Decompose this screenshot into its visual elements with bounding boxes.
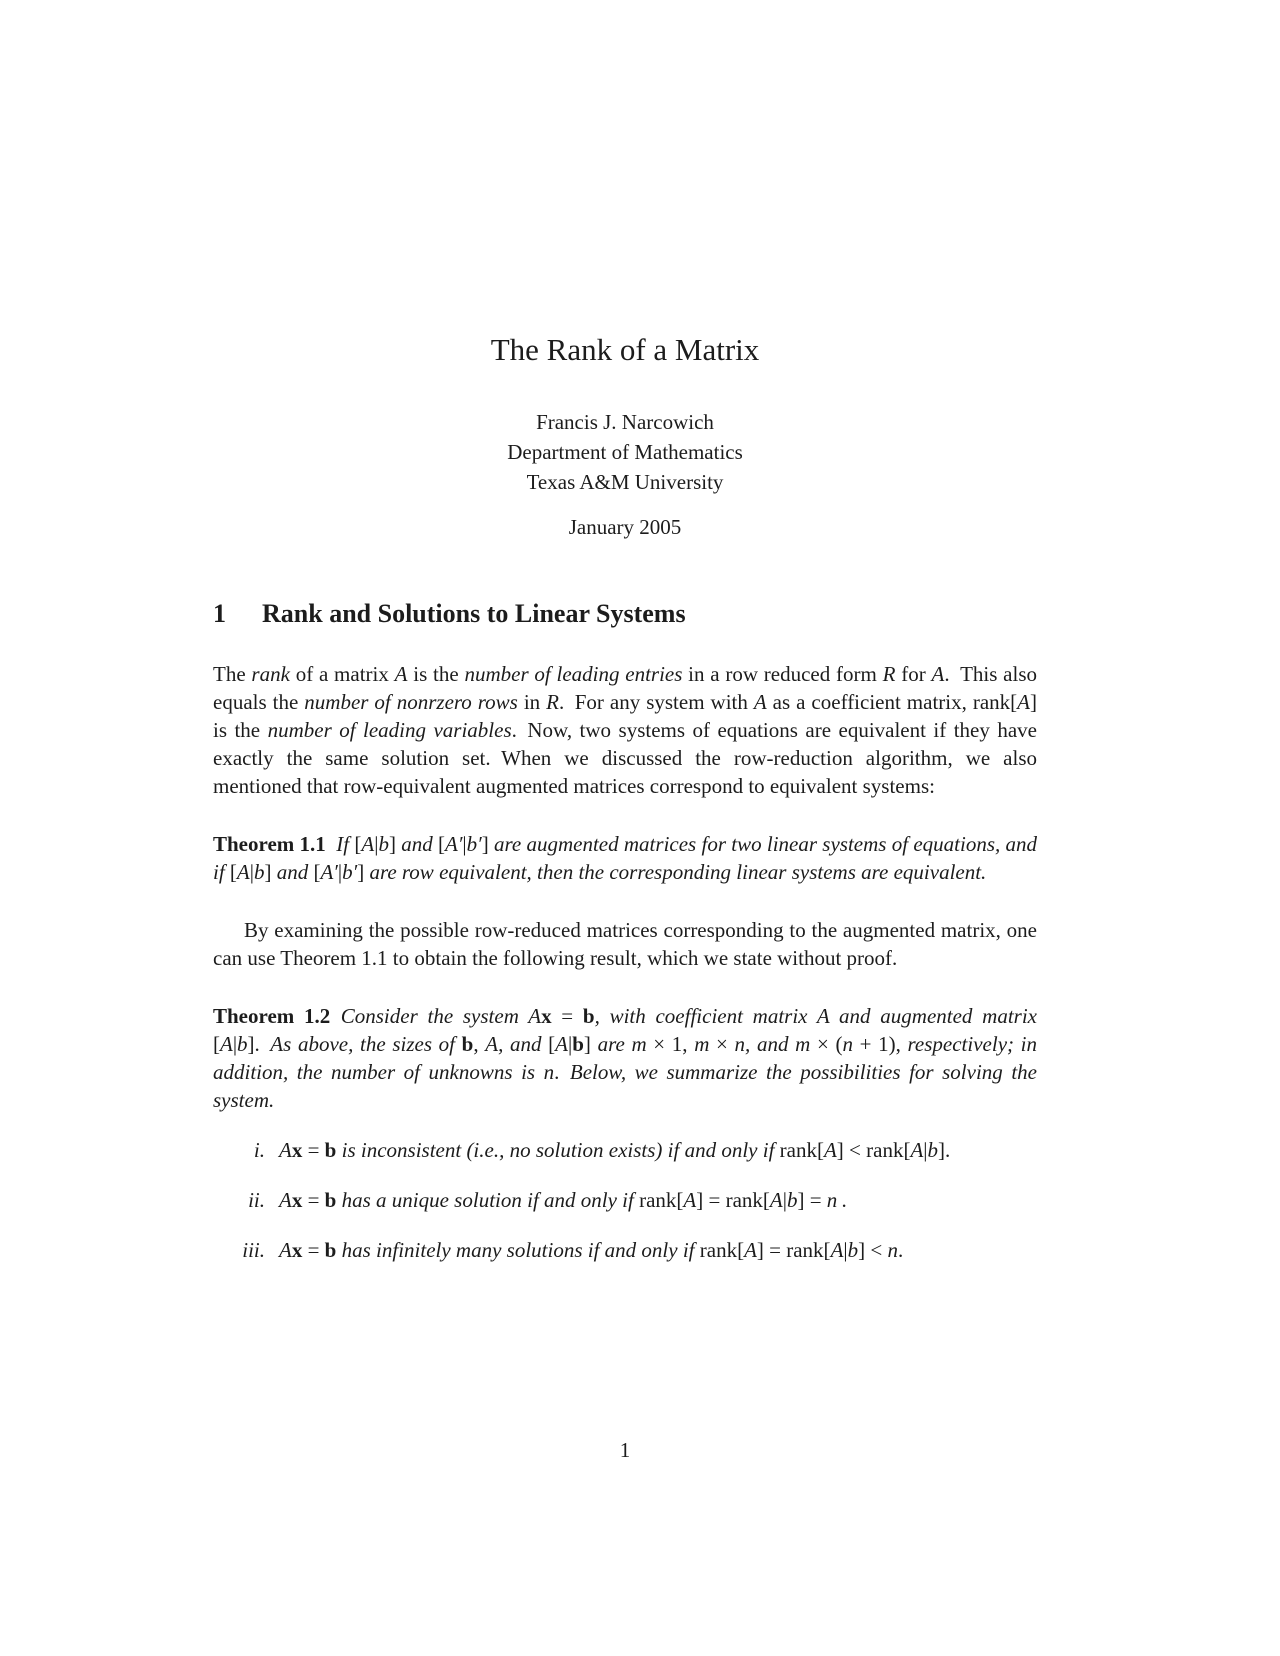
enum-label-ii: ii.	[248, 1188, 265, 1212]
list-item-iii	[213, 1236, 1037, 1264]
affiliation-university: Texas A&M University	[526, 470, 724, 494]
paragraph-rank-definition: The rank of a matrix A is the number of leading entries in a row reduced form R for A. This also equals the number of nonrzero rows in R. For any system with A as a coefficient matrix, rank[A] is the number of leading variables. Now, two systems of equations are equivalent if they have exactly the same solution set. When we discussed the row-reduction algorithm, we also mentioned that row-equivalent augmented matrices correspond to equivalent systems:	[213, 662, 1037, 798]
paper-title: The Rank of a Matrix	[490, 332, 760, 367]
theorem-1-1: Theorem 1.1 If [A|b] and [A′|b′] are augmented matrices for two linear systems of equations, and if [A|b] and [A′|b′] are row equivalent, then the corresponding linear systems are equivalent.	[213, 832, 1038, 884]
section-number: 1	[213, 599, 226, 628]
author-name: Francis J. Narcowich	[536, 410, 714, 434]
list-item-ii	[213, 1186, 1037, 1214]
text-block	[213, 0, 1037, 1264]
author-block	[213, 407, 1037, 497]
section-heading	[213, 598, 1037, 630]
enum-content-iii: Ax = b has infinitely many solutions if and only if rank[A] = rank[A|b] < n.	[279, 1238, 904, 1262]
enum-content-i: Ax = b is inconsistent (i.e., no solution exists) if and only if rank[A] < rank[A|b].	[279, 1138, 951, 1162]
list-item-i	[213, 1136, 1037, 1164]
solutions-list	[213, 1136, 1037, 1264]
theorem-1-2: Theorem 1.2 Consider the system Ax = b, with coefficient matrix A and augmented matrix [A|b]. As above, the sizes of b, A, and [A|b] are m × 1, m × n, and m × (n + 1), respectively; in addition, the number of unknowns is n. Below, we summarize the possibilities for solving the system.	[213, 1004, 1038, 1112]
affiliation-department: Department of Mathematics	[507, 440, 743, 464]
paper-date: January 2005	[568, 515, 682, 539]
enum-label-i: i.	[253, 1138, 265, 1162]
page-number: 1	[619, 1438, 631, 1462]
enum-content-ii: Ax = b has a unique solution if and only if rank[A] = rank[A|b] = n .	[279, 1188, 847, 1212]
enum-label-iii: iii.	[242, 1238, 265, 1262]
section-title: Rank and Solutions to Linear Systems	[262, 599, 686, 628]
paragraph-by-examining: By examining the possible row-reduced matrices corresponding to the augmented matrix, one can use Theorem 1.1 to obtain the following result, which we state without proof.	[213, 918, 1037, 970]
